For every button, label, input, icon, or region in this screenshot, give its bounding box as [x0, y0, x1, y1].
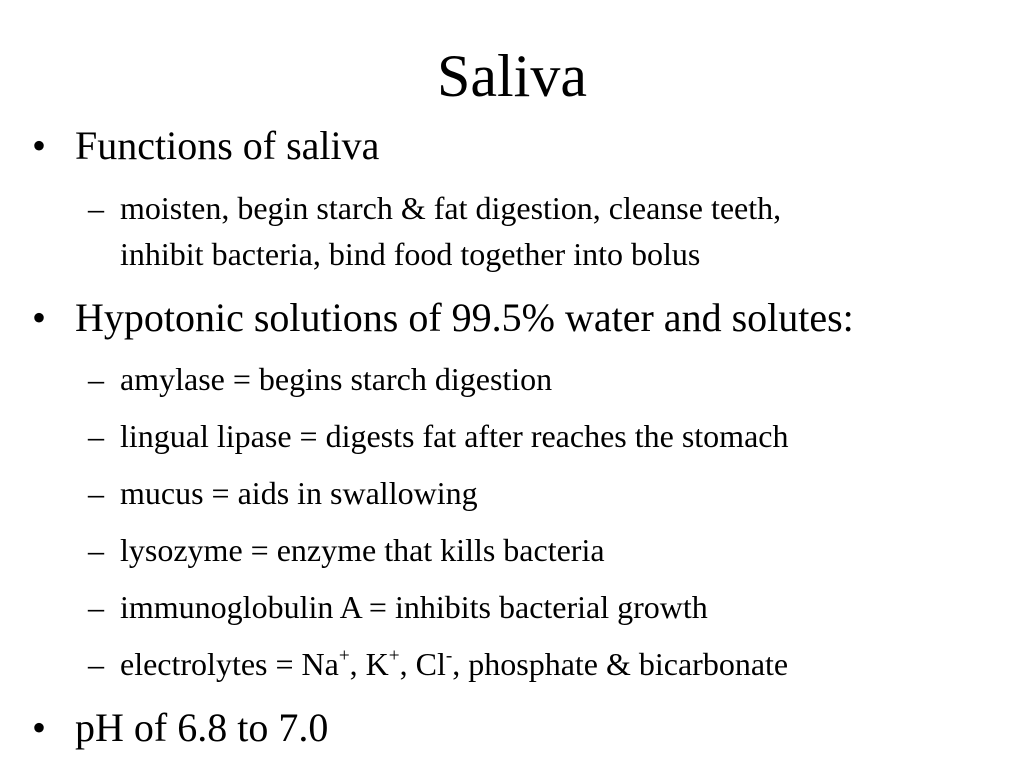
superscript-plus: + — [338, 645, 350, 667]
sub-item-text: moisten, begin starch & fat digestion, cleanse teeth, — [120, 190, 782, 226]
bullet-text: Hypotonic solutions of 99.5% water and solutes: — [75, 295, 854, 340]
electrolytes-prefix: electrolytes = Na — [120, 646, 339, 682]
sub-item-lingual-lipase — [0, 417, 1024, 455]
slide-title: Saliva — [437, 43, 587, 109]
sub-item-text: immunoglobulin A = inhibits bacterial growth — [120, 589, 708, 625]
dash-glyph: – — [88, 532, 104, 568]
bullet-text: Functions of saliva — [75, 123, 380, 168]
sub-item-immunoglobulin — [0, 588, 1024, 626]
bullet-item-functions — [0, 123, 1024, 169]
electrolytes-suffix: , phosphate & bicarbonate — [452, 646, 789, 682]
sub-item-functions-line1 — [0, 189, 1024, 227]
dash-glyph: – — [88, 646, 104, 682]
bullet-text: pH of 6.8 to 7.0 — [75, 705, 329, 750]
sub-item-electrolytes — [0, 645, 1024, 683]
electrolytes-mid: , K — [349, 646, 389, 682]
superscript-minus: - — [445, 645, 453, 667]
sub-item-text: lysozyme = enzyme that kills bacteria — [120, 532, 605, 568]
superscript-plus: + — [388, 645, 400, 667]
sub-item-text: mucus = aids in swallowing — [120, 475, 478, 511]
dash-glyph: – — [88, 418, 104, 454]
bullet-glyph: • — [32, 705, 47, 750]
bullet-item-hypotonic — [0, 295, 1024, 341]
sub-item-text: lingual lipase = digests fat after reaches the stomach — [120, 418, 789, 454]
bullet-glyph: • — [32, 123, 47, 168]
dash-glyph: – — [88, 589, 104, 625]
bullet-item-ph — [0, 705, 1024, 751]
dash-glyph: – — [88, 190, 104, 226]
sub-item-text: amylase = begins starch digestion — [120, 361, 553, 397]
bullet-glyph: • — [32, 295, 47, 340]
sub-item-amylase — [0, 360, 1024, 398]
dash-glyph: – — [88, 361, 104, 397]
sub-item-lysozyme — [0, 531, 1024, 569]
sub-item-mucus — [0, 474, 1024, 512]
dash-glyph: – — [88, 475, 104, 511]
sub-item-text — [120, 645, 788, 683]
electrolytes-mid: , Cl — [399, 646, 446, 682]
sub-item-functions-line2 — [0, 235, 1024, 273]
sub-item-text: inhibit bacteria, bind food together into bolus — [120, 236, 701, 272]
